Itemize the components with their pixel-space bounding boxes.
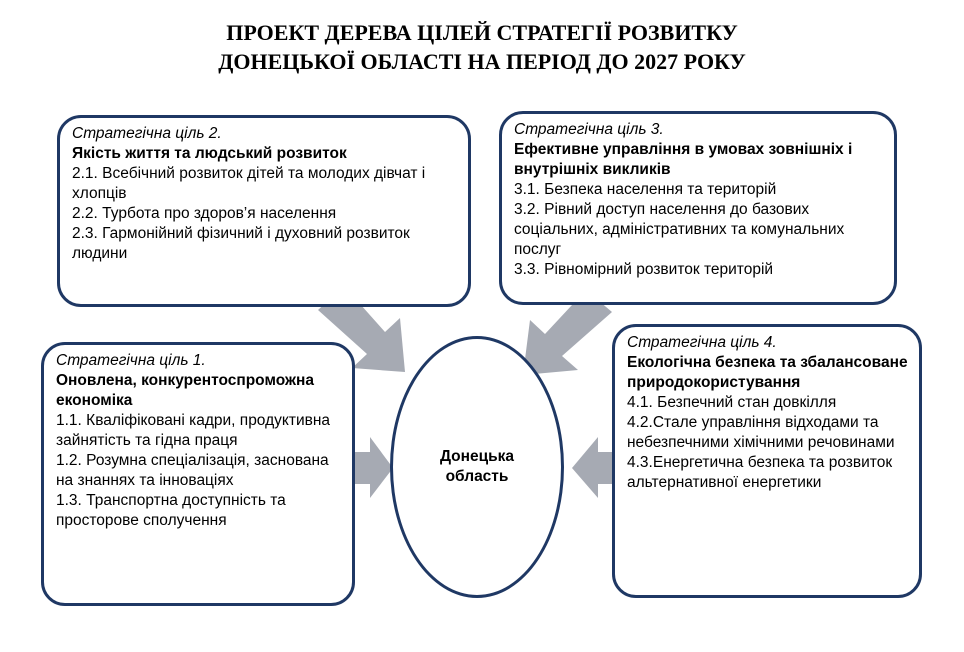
- goal-box-1: [41, 342, 355, 606]
- goal-item: 1.3. Транспортна доступність та просторове сполучення: [56, 492, 286, 529]
- goal-item: 3.2. Рівний доступ населення до базових соціальних, адміністративних та комунальних послуг: [514, 201, 845, 258]
- goal-box-3: [499, 111, 897, 305]
- goal-label: Стратегічна ціль 1.: [56, 352, 206, 369]
- goal-box-4: [612, 324, 922, 598]
- goal-label: Стратегічна ціль 2.: [72, 125, 222, 142]
- goal-item: 1.2. Розумна спеціалізація, заснована на знаннях та інноваціях: [56, 452, 329, 489]
- center-label: Донецька область: [439, 448, 515, 485]
- center-ellipse: [390, 336, 564, 598]
- goal-label: Стратегічна ціль 4.: [627, 334, 777, 351]
- title-line-1: ПРОЕКТ ДЕРЕВА ЦІЛЕЙ СТРАТЕГІЇ РОЗВИТКУ: [226, 20, 738, 45]
- goal-heading: Оновлена, конкурентоспроможна економіка: [56, 372, 314, 409]
- goal-item: 4.1. Безпечний стан довкілля: [627, 394, 837, 411]
- goal-item: 4.2.Стале управління відходами та небезпечними хімічними речовинами: [627, 414, 895, 451]
- goal-item: 2.3. Гармонійний фізичний і духовний розвиток людини: [72, 225, 410, 262]
- goal-heading: Ефективне управління в умовах зовнішніх і внутрішніх викликів: [514, 141, 853, 178]
- goal-item: 2.1. Всебічний розвиток дітей та молодих дівчат і хлопців: [72, 165, 426, 202]
- goal-item: 2.2. Турбота про здоров’я населення: [72, 205, 337, 222]
- goal-item: 3.1. Безпека населення та територій: [514, 181, 777, 198]
- arrow-goal-1: [352, 437, 393, 498]
- title-line-2: ДОНЕЦЬКОЇ ОБЛАСТІ НА ПЕРІОД ДО 2027 РОКУ: [218, 49, 746, 74]
- goal-item: 3.3. Рівномірний розвиток територій: [514, 261, 774, 278]
- goal-label: Стратегічна ціль 3.: [514, 121, 664, 138]
- goal-heading: Екологічна безпека та збалансоване природокористування: [627, 354, 908, 391]
- goal-item: 4.3.Енергетична безпека та розвиток альтернативної енергетики: [627, 454, 893, 491]
- goal-box-2: [57, 115, 471, 307]
- arrow-goal-4: [572, 437, 615, 498]
- goal-heading: Якість життя та людський розвиток: [72, 145, 347, 162]
- goal-item: 1.1. Кваліфіковані кадри, продуктивна зайнятість та гідна праця: [56, 412, 331, 449]
